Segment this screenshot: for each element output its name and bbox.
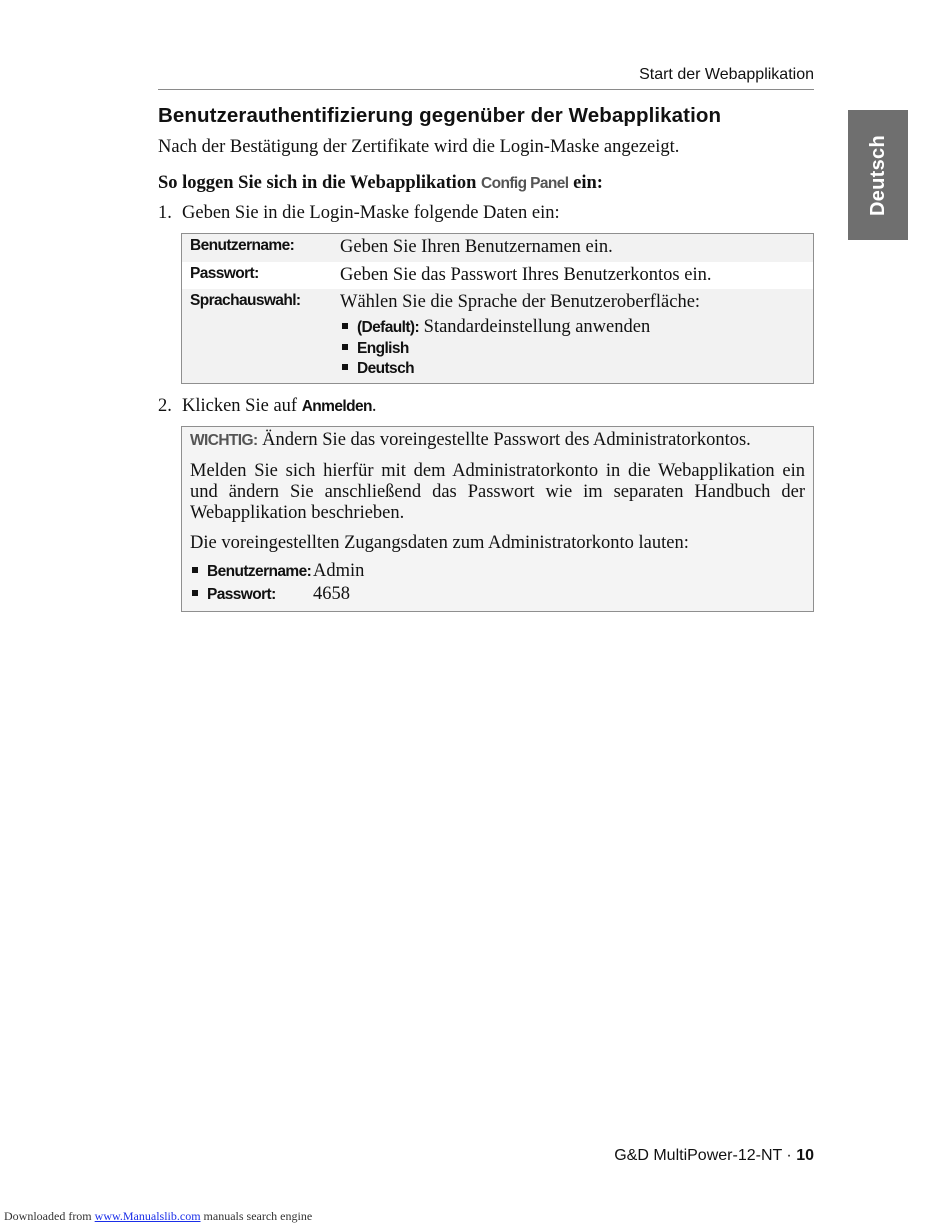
- step-2-prefix: Klicken Sie auf: [182, 396, 298, 417]
- section-intro: Nach der Bestätigung der Zertifikate wird die Login-Maske angezeigt.: [158, 136, 680, 157]
- language-side-tab: [848, 110, 908, 240]
- step-2-text: [182, 396, 376, 417]
- table-row: [182, 262, 814, 289]
- credential-value: Admin: [313, 560, 365, 581]
- table-key: Benutzername:: [182, 234, 333, 262]
- option-bold: Deutsch: [357, 360, 414, 378]
- procedure-title-suffix: ein:: [573, 172, 603, 193]
- step-1-text: Geben Sie in die Login-Maske folgende Daten ein:: [182, 203, 560, 224]
- page-number: 10: [796, 1147, 814, 1164]
- step-2-button-name: Anmelden: [301, 398, 372, 416]
- important-notice: [181, 426, 814, 612]
- square-bullet-icon: [192, 567, 198, 573]
- notice-paragraph-3: Die voreingestellten Zugangsdaten zum Administratorkonto lauten:: [190, 533, 689, 554]
- table-row: [182, 234, 814, 262]
- download-note: [4, 1209, 312, 1224]
- square-bullet-icon: [342, 364, 348, 370]
- notice-line-1: [190, 430, 805, 451]
- list-item: [340, 340, 805, 358]
- step-2-suffix: .: [371, 396, 377, 417]
- list-item: [340, 360, 805, 378]
- credential-key: Benutzername:: [207, 562, 312, 580]
- table-key: Passwort:: [190, 264, 259, 282]
- credential-value: 4658: [313, 583, 350, 604]
- footer-product: G&D MultiPower-12-NT ·: [614, 1147, 792, 1164]
- language-intro: Wählen Sie die Sprache der Benutzeroberfläche:: [340, 291, 701, 312]
- step-2: [158, 396, 814, 417]
- credential-row: [190, 584, 805, 605]
- table-row: [182, 289, 814, 384]
- notice-paragraph-2: Melden Sie sich hierfür mit dem Administratorkonto in die Webapplikation ein und ändern Sie anschließend das Passwort wie im separaten Handbuch der Webapplikation beschrieben.: [190, 460, 805, 524]
- language-options-list: [340, 317, 805, 378]
- notice-label: WICHTIG:: [190, 432, 258, 450]
- table-value: Geben Sie das Passwort Ihres Benutzerkontos ein.: [340, 264, 712, 285]
- running-header: [158, 66, 814, 90]
- notice-line-1-text: Ändern Sie das voreingestellte Passwort des Administratorkontos.: [262, 430, 751, 451]
- side-tab-label: Deutsch: [866, 134, 889, 216]
- option-bold: English: [357, 340, 409, 358]
- step-2-number: 2.: [158, 396, 172, 417]
- running-header-title: Start der Webapplikation: [639, 66, 814, 83]
- table-key: Sprachauswahl:: [182, 289, 333, 384]
- login-fields-table: [181, 233, 814, 384]
- table-value: Geben Sie Ihren Benutzernamen ein.: [332, 234, 814, 262]
- credential-row: [190, 561, 805, 582]
- manualslib-link[interactable]: www.Manualslib.com: [94, 1209, 201, 1223]
- square-bullet-icon: [342, 344, 348, 350]
- list-item: [340, 317, 805, 338]
- square-bullet-icon: [342, 323, 348, 329]
- table-value: [332, 289, 814, 384]
- credential-key: Passwort:: [207, 585, 276, 603]
- procedure-title-code: Config Panel: [480, 174, 569, 192]
- option-bold: (Default):: [357, 319, 420, 337]
- page-footer: [614, 1147, 814, 1165]
- procedure-title: [158, 173, 814, 194]
- download-suffix: manuals search engine: [203, 1209, 313, 1223]
- square-bullet-icon: [192, 590, 198, 596]
- section-title: Benutzerauthentifizierung gegenüber der Webapplikation: [158, 104, 722, 127]
- step-1: [158, 203, 814, 224]
- procedure-title-prefix: So loggen Sie sich in die Webapplikation: [158, 172, 477, 193]
- download-prefix: Downloaded from: [4, 1209, 92, 1223]
- step-1-number: 1.: [158, 203, 172, 224]
- option-rest: Standardeinstellung anwenden: [423, 317, 651, 338]
- page-content: [158, 104, 814, 612]
